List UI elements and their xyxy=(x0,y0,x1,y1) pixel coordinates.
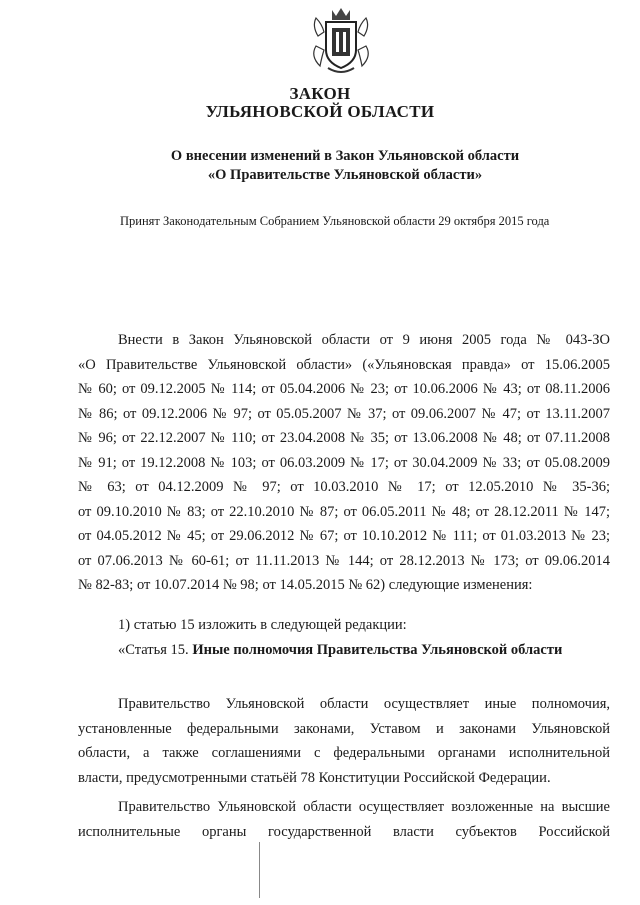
law-subtitle-line1: О внесении изменений в Закон Ульяновской области xyxy=(170,148,520,164)
adoption-note: Принят Законодательным Собранием Ульяновской области 29 октября 2015 года xyxy=(120,214,550,228)
law-subtitle-line2: «О Правительстве Ульяновской области» xyxy=(207,167,483,183)
paragraph-line: Внести в Закон Ульяновской области от 9 июня 2005 года № 043-ЗО xyxy=(118,332,610,348)
paragraph-line: власти, предусмотренными статьёй 78 Конституции Российской Федерации. xyxy=(78,769,551,786)
article-heading xyxy=(118,642,562,659)
paragraph-line: № 86; от 09.12.2006 № 97; от 05.05.2007 № 37; от 09.06.2007 № 47; от 13.11.2007 xyxy=(78,405,610,422)
paragraph-line: от 04.05.2012 № 45; от 29.06.2012 № 67; от 10.10.2012 № 111; от 01.03.2013 № 23; xyxy=(78,528,610,544)
coat-of-arms-icon xyxy=(308,6,374,78)
paragraph-line: № 96; от 22.12.2007 № 110; от 23.04.2008 № 35; от 13.06.2008 № 48; от 07.11.2008 xyxy=(78,430,610,446)
scan-crease-mark xyxy=(259,842,260,898)
paragraph-line: № 60; от 09.12.2005 № 114; от 05.04.2006 № 23; от 10.06.2006 № 43; от 08.11.2006 xyxy=(78,381,610,397)
paragraph-line: № 82-83; от 10.07.2014 № 98; от 14.05.2015 № 62) следующие изменения: xyxy=(78,577,533,593)
paragraph-line: «О Правительстве Ульяновской области» («Ульяновская правда» от 15.06.2005 xyxy=(78,356,610,373)
amendment-item-1: 1) статью 15 изложить в следующей редакции: xyxy=(118,617,407,633)
paragraph-line: Правительство Ульяновской области осуществляет иные полномочия, xyxy=(118,696,610,712)
paragraph-line: № 91; от 19.12.2008 № 103; от 06.03.2009 № 17; от 30.04.2009 № 33; от 05.08.2009 xyxy=(78,454,610,471)
paragraph-line: от 07.06.2013 № 60-61; от 11.11.2013 № 144; от 28.12.2013 № 173; от 09.06.2014 xyxy=(78,552,610,569)
paragraph-line: Правительство Ульяновской области осуществляет возложенные на высшие xyxy=(118,799,610,815)
article-prefix: «Статья 15. xyxy=(118,642,193,658)
paragraph-line: области, а также соглашениями с федеральными органами исполнительной xyxy=(78,745,610,761)
paragraph-line: № 63; от 04.12.2009 № 97; от 10.03.2010 № 17; от 12.05.2010 № 35-36; xyxy=(78,479,610,495)
article-title: Иные полномочия Правительства Ульяновской области xyxy=(192,642,563,658)
article-paragraph-1 xyxy=(78,692,610,790)
intro-paragraph xyxy=(78,328,610,598)
law-title: ЗАКОН xyxy=(289,84,351,103)
paragraph-line: исполнительные органы государственной власти субъектов Российской xyxy=(78,823,610,840)
law-region: УЛЬЯНОВСКОЙ ОБЛАСТИ xyxy=(205,102,435,121)
paragraph-line: установленные федеральными законами, Уставом и законами Ульяновской xyxy=(78,720,610,737)
paragraph-line: от 09.10.2010 № 83; от 22.10.2010 № 87; от 06.05.2011 № 48; от 28.12.2011 № 147; xyxy=(78,503,610,520)
article-paragraph-2 xyxy=(78,795,610,844)
